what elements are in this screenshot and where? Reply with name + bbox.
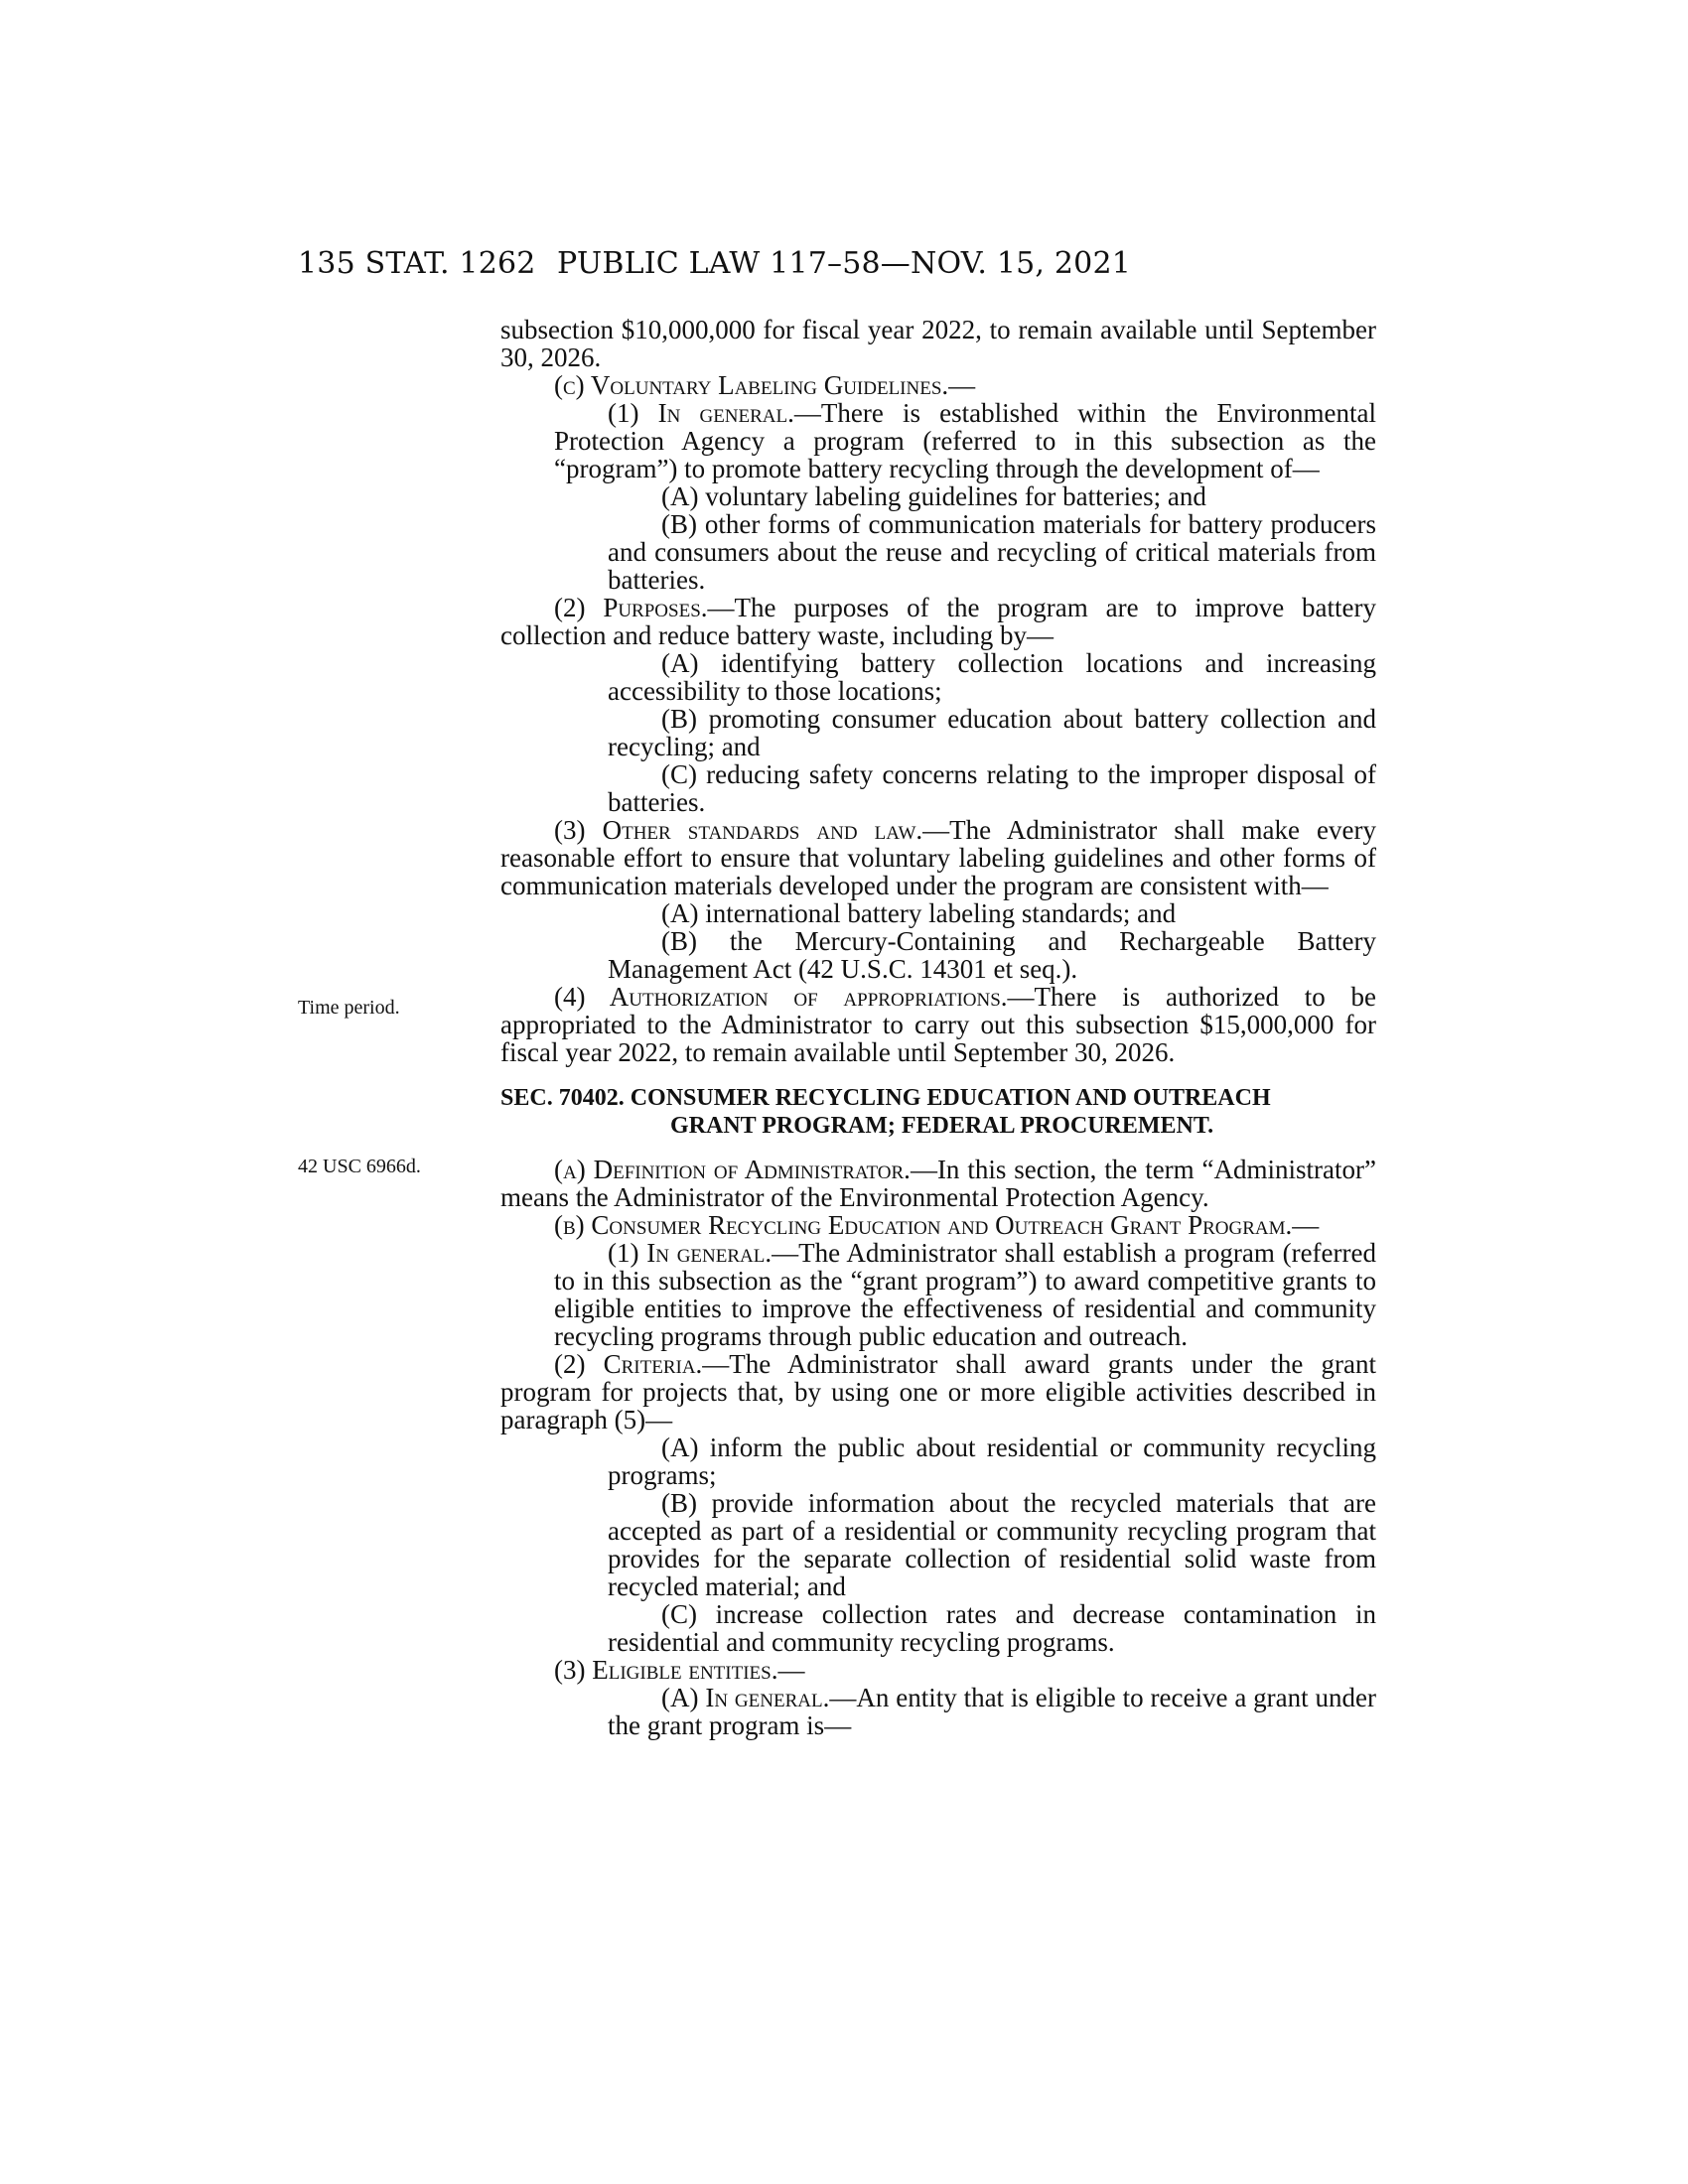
- section-heading: SEC. 70402. CONSUMER RECYCLING EDUCATION AND OUTREACH: [500, 1085, 1271, 1111]
- paragraph-c3: (3) Other standards and law.—The Administrator shall make every reasonable effort to ensure that voluntary labeling guidelines and other forms of communication materials developed under the program are consistent with—: [500, 815, 1376, 900]
- paragraph-b2: (2) Criteria.—The Administrator shall award grants under the grant program for projects that, by using one or more eligible activities described in paragraph (5)—: [500, 1349, 1376, 1434]
- paragraph-b3-heading: (3) Eligible entities.—: [554, 1655, 805, 1685]
- paragraph-c1: (1) In general.—There is established within the Environmental Protection Agency a program (referred to in this subsection as the “program”) to promote battery recycling through the development of—: [554, 398, 1376, 483]
- paragraph-continuation: subsection $10,000,000 for fiscal year 2022, to remain available until September 30, 2026.: [500, 315, 1376, 372]
- clause-b3A: (A) In general.—An entity that is eligible to receive a grant under the grant program is—: [608, 1683, 1376, 1740]
- clause-c2B: (B) promoting consumer education about battery collection and recycling; and: [608, 704, 1376, 761]
- clause-b2B: (B) provide information about the recycled materials that are accepted as part of a residential or community recycling program that provides for the separate collection of residential solid waste from recycled material; and: [608, 1488, 1376, 1601]
- clause-c3B: (B) the Mercury-Containing and Rechargeable Battery Management Act (42 U.S.C. 14301 et seq.).: [608, 926, 1376, 984]
- clause-c1B: (B) other forms of communication materials for battery producers and consumers about the reuse and recycling of critical materials from batteries.: [608, 509, 1376, 595]
- paragraph-c4: (4) Authorization of appropriations.—There is authorized to be appropriated to the Administrator to carry out this subsection $15,000,000 for fiscal year 2022, to remain available until September 30, 2026.: [500, 982, 1376, 1067]
- statute-page-number: 135 STAT. 1262: [298, 246, 536, 281]
- clause-c1A: (A) voluntary labeling guidelines for batteries; and: [661, 481, 1206, 511]
- document-body: [500, 316, 1376, 1739]
- subsection-b-heading: (b) Consumer Recycling Education and Outreach Grant Program.—: [554, 1210, 1320, 1240]
- subsection-c-heading: (c) Voluntary Labeling Guidelines.—: [554, 370, 976, 400]
- clause-c2A: (A) identifying battery collection locations and increasing accessibility to those locations;: [608, 648, 1376, 706]
- public-law-title: PUBLIC LAW 117–58—NOV. 15, 2021: [556, 246, 1132, 281]
- running-header: [0, 246, 1688, 281]
- margin-note-usc: 42 USC 6966d.: [298, 1156, 421, 1177]
- margin-note-time-period: Time period.: [298, 997, 400, 1019]
- paragraph-b1: (1) In general.—The Administrator shall establish a program (referred to in this subsection as the “grant program”) to award competitive grants to eligible entities to improve the effectiveness of residential and community recycling programs through public education and outreach.: [554, 1238, 1376, 1351]
- clause-b2A: (A) inform the public about residential or community recycling programs;: [608, 1433, 1376, 1490]
- clause-b2C: (C) increase collection rates and decrease contamination in residential and community recycling programs.: [608, 1599, 1376, 1657]
- clause-c2C: (C) reducing safety concerns relating to the improper disposal of batteries.: [608, 759, 1376, 817]
- clause-c3A: (A) international battery labeling standards; and: [661, 898, 1177, 928]
- paragraph-c2: (2) Purposes.—The purposes of the program are to improve battery collection and reduce battery waste, including by—: [500, 593, 1377, 650]
- subsection-a: (a) Definition of Administrator.—In this section, the term “Administrator” means the Administrator of the Environmental Protection Agency.: [500, 1155, 1377, 1212]
- section-heading-line2: GRANT PROGRAM; FEDERAL PROCUREMENT.: [670, 1113, 1214, 1139]
